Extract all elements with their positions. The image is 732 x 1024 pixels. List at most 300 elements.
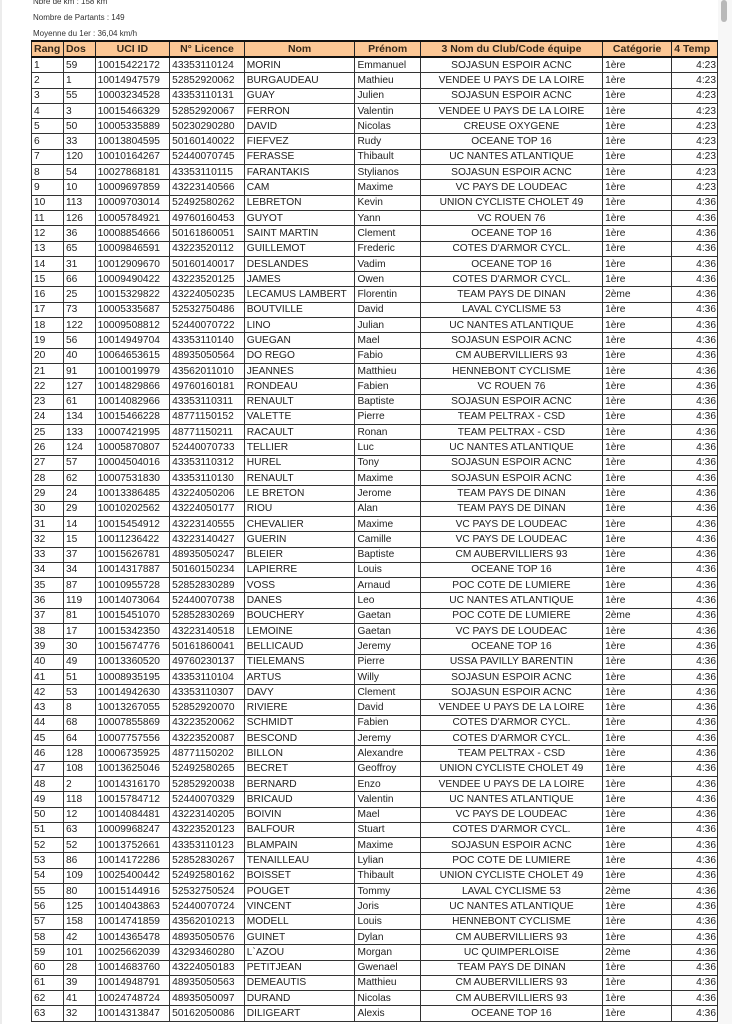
cell-rang: 31 xyxy=(32,516,64,531)
cell-rang: 1 xyxy=(32,57,64,73)
cell-rang: 28 xyxy=(32,471,64,486)
cell-categorie: 1ère xyxy=(603,547,672,562)
cell-rang: 37 xyxy=(32,608,64,623)
cell-licence: 43353110312 xyxy=(170,455,245,470)
cell-categorie: 1ère xyxy=(603,654,672,669)
cell-dos: 3 xyxy=(63,103,95,118)
race-starters: Nombre de Partants : 149 xyxy=(33,13,125,22)
vertical-scrollbar[interactable] xyxy=(718,0,732,1024)
cell-prenom: Thibault xyxy=(355,149,420,164)
cell-categorie: 1ère xyxy=(603,363,672,378)
cell-rang: 61 xyxy=(32,975,64,990)
cell-dos: 128 xyxy=(63,746,95,761)
cell-nom: DILIGEART xyxy=(244,1006,355,1021)
table-row xyxy=(32,333,718,348)
col-header-licence: N° Licence xyxy=(170,41,245,57)
cell-categorie: 2ème xyxy=(603,945,672,960)
cell-rang: 45 xyxy=(32,731,64,746)
table-row xyxy=(32,165,718,180)
cell-categorie: 1ère xyxy=(603,302,672,317)
cell-rang: 30 xyxy=(32,501,64,516)
cell-uci-id: 10014741859 xyxy=(95,914,170,929)
cell-club: VENDEE U PAYS DE LA LOIRE xyxy=(420,776,602,791)
cell-licence: 52492580262 xyxy=(170,195,245,210)
race-distance: Nbre de km : 158 km xyxy=(33,0,108,6)
cell-nom: LEBRETON xyxy=(244,195,355,210)
table-row xyxy=(32,776,718,791)
cell-categorie: 1ère xyxy=(603,425,672,440)
cell-categorie: 1ère xyxy=(603,57,672,73)
cell-club: OCEANE TOP 16 xyxy=(420,134,602,149)
col-header-nom: Nom xyxy=(244,41,355,57)
cell-club: COTES D'ARMOR CYCL. xyxy=(420,241,602,256)
winner-average-speed: Moyenne du 1er : 36,04 km/h xyxy=(33,29,138,38)
cell-licence: 52440070733 xyxy=(170,440,245,455)
cell-nom: LECAMUS LAMBERT xyxy=(244,287,355,302)
cell-rang: 52 xyxy=(32,838,64,853)
cell-categorie: 1ère xyxy=(603,822,672,837)
cell-rang: 2 xyxy=(32,73,64,88)
cell-licence: 50160150234 xyxy=(170,562,245,577)
cell-nom: DAVID xyxy=(244,119,355,134)
cell-rang: 48 xyxy=(32,776,64,791)
cell-categorie: 1ère xyxy=(603,623,672,638)
cell-licence: 43224050235 xyxy=(170,287,245,302)
cell-temps: 4:36 xyxy=(672,914,718,929)
cell-prenom: Gaetan xyxy=(355,623,420,638)
cell-temps: 4:23 xyxy=(672,57,718,73)
cell-prenom: Nicolas xyxy=(355,119,420,134)
cell-licence: 43562010213 xyxy=(170,914,245,929)
cell-licence: 52440070329 xyxy=(170,792,245,807)
cell-club: UC NANTES ATLANTIQUE xyxy=(420,792,602,807)
cell-nom: GUYOT xyxy=(244,210,355,225)
cell-temps: 4:36 xyxy=(672,623,718,638)
cell-categorie: 1ère xyxy=(603,210,672,225)
cell-uci-id: 10013360520 xyxy=(95,654,170,669)
cell-uci-id: 10015451070 xyxy=(95,608,170,623)
cell-prenom: Lylian xyxy=(355,853,420,868)
cell-licence: 48771150211 xyxy=(170,425,245,440)
cell-temps: 4:36 xyxy=(672,348,718,363)
cell-licence: 43293460280 xyxy=(170,945,245,960)
cell-licence: 50230290280 xyxy=(170,119,245,134)
cell-rang: 27 xyxy=(32,455,64,470)
cell-club: OCEANE TOP 16 xyxy=(420,226,602,241)
table-row xyxy=(32,960,718,975)
table-row xyxy=(32,532,718,547)
cell-licence: 43223520062 xyxy=(170,715,245,730)
cell-licence: 43353110123 xyxy=(170,838,245,853)
cell-club: UNION CYCLISTE CHOLET 49 xyxy=(420,195,602,210)
cell-nom: PETITJEAN xyxy=(244,960,355,975)
table-row xyxy=(32,119,718,134)
cell-licence: 43223140555 xyxy=(170,516,245,531)
cell-rang: 20 xyxy=(32,348,64,363)
cell-temps: 4:36 xyxy=(672,700,718,715)
cell-categorie: 1ère xyxy=(603,486,672,501)
cell-dos: 64 xyxy=(63,731,95,746)
cell-categorie: 1ère xyxy=(603,149,672,164)
cell-prenom: Joris xyxy=(355,899,420,914)
cell-club: TEAM PAYS DE DINAN xyxy=(420,486,602,501)
cell-prenom: Mathieu xyxy=(355,73,420,88)
table-row xyxy=(32,593,718,608)
cell-rang: 41 xyxy=(32,669,64,684)
cell-nom: SAINT MARTIN xyxy=(244,226,355,241)
cell-temps: 4:23 xyxy=(672,88,718,103)
cell-dos: 30 xyxy=(63,639,95,654)
cell-nom: TELLIER xyxy=(244,440,355,455)
cell-nom: BLAMPAIN xyxy=(244,838,355,853)
cell-temps: 4:36 xyxy=(672,425,718,440)
cell-temps: 4:36 xyxy=(672,486,718,501)
cell-rang: 40 xyxy=(32,654,64,669)
cell-categorie: 1ère xyxy=(603,1006,672,1021)
cell-temps: 4:36 xyxy=(672,318,718,333)
cell-dos: 41 xyxy=(63,991,95,1006)
cell-uci-id: 10007531830 xyxy=(95,471,170,486)
cell-uci-id: 10064653615 xyxy=(95,348,170,363)
cell-club: VC PAYS DE LOUDEAC xyxy=(420,180,602,195)
cell-prenom: Maxime xyxy=(355,471,420,486)
cell-dos: 134 xyxy=(63,409,95,424)
cell-categorie: 1ère xyxy=(603,409,672,424)
cell-prenom: Arnaud xyxy=(355,578,420,593)
cell-nom: GUINET xyxy=(244,929,355,944)
cell-prenom: Vadim xyxy=(355,256,420,271)
cell-licence: 43353110115 xyxy=(170,165,245,180)
cell-dos: 31 xyxy=(63,256,95,271)
cell-prenom: Dylan xyxy=(355,929,420,944)
cell-licence: 43223140518 xyxy=(170,623,245,638)
cell-licence: 49760160453 xyxy=(170,210,245,225)
cell-categorie: 1ère xyxy=(603,333,672,348)
cell-uci-id: 10013386485 xyxy=(95,486,170,501)
cell-categorie: 1ère xyxy=(603,455,672,470)
cell-dos: 55 xyxy=(63,88,95,103)
cell-licence: 43223520123 xyxy=(170,822,245,837)
col-header-prenom: Prénom xyxy=(355,41,420,57)
cell-licence: 43224050206 xyxy=(170,486,245,501)
cell-club: OCEANE TOP 16 xyxy=(420,562,602,577)
cell-dos: 63 xyxy=(63,822,95,837)
cell-dos: 36 xyxy=(63,226,95,241)
cell-licence: 52852830267 xyxy=(170,853,245,868)
cell-club: TEAM PAYS DE DINAN xyxy=(420,501,602,516)
cell-uci-id: 10013804595 xyxy=(95,134,170,149)
cell-categorie: 1ère xyxy=(603,807,672,822)
cell-nom: VOSS xyxy=(244,578,355,593)
table-row xyxy=(32,1006,718,1021)
cell-prenom: Fabien xyxy=(355,715,420,730)
cell-nom: TENAILLEAU xyxy=(244,853,355,868)
cell-nom: POUGET xyxy=(244,884,355,899)
cell-temps: 4:36 xyxy=(672,807,718,822)
cell-dos: 52 xyxy=(63,838,95,853)
cell-licence: 49760230137 xyxy=(170,654,245,669)
cell-uci-id: 10003234528 xyxy=(95,88,170,103)
cell-nom: SCHMIDT xyxy=(244,715,355,730)
cell-nom: BECRET xyxy=(244,761,355,776)
cell-dos: 119 xyxy=(63,593,95,608)
cell-nom: JAMES xyxy=(244,272,355,287)
cell-licence: 48771150152 xyxy=(170,409,245,424)
table-row xyxy=(32,287,718,302)
cell-dos: 73 xyxy=(63,302,95,317)
table-body xyxy=(32,57,718,1021)
cell-dos: 124 xyxy=(63,440,95,455)
cell-temps: 4:36 xyxy=(672,761,718,776)
cell-uci-id: 10008935195 xyxy=(95,669,170,684)
cell-rang: 50 xyxy=(32,807,64,822)
cell-uci-id: 10010019979 xyxy=(95,363,170,378)
cell-temps: 4:36 xyxy=(672,256,718,271)
cell-licence: 48935050564 xyxy=(170,348,245,363)
cell-rang: 62 xyxy=(32,991,64,1006)
cell-dos: 59 xyxy=(63,57,95,73)
cell-prenom: Stylianos xyxy=(355,165,420,180)
table-row xyxy=(32,134,718,149)
cell-prenom: Julian xyxy=(355,318,420,333)
cell-prenom: David xyxy=(355,700,420,715)
cell-temps: 4:36 xyxy=(672,593,718,608)
cell-categorie: 1ère xyxy=(603,516,672,531)
cell-dos: 87 xyxy=(63,578,95,593)
cell-categorie: 1ère xyxy=(603,532,672,547)
cell-dos: 12 xyxy=(63,807,95,822)
cell-nom: BILLON xyxy=(244,746,355,761)
cell-club: VENDEE U PAYS DE LA LOIRE xyxy=(420,103,602,118)
cell-prenom: Maxime xyxy=(355,180,420,195)
table-row xyxy=(32,256,718,271)
cell-dos: 33 xyxy=(63,134,95,149)
cell-rang: 51 xyxy=(32,822,64,837)
cell-prenom: Mael xyxy=(355,333,420,348)
table-row xyxy=(32,914,718,929)
table-row xyxy=(32,654,718,669)
cell-nom: BESCOND xyxy=(244,731,355,746)
cell-prenom: Nicolas xyxy=(355,991,420,1006)
cell-prenom: Julien xyxy=(355,88,420,103)
cell-club: CM AUBERVILLIERS 93 xyxy=(420,991,602,1006)
cell-licence: 43353110140 xyxy=(170,333,245,348)
cell-uci-id: 10014313847 xyxy=(95,1006,170,1021)
cell-uci-id: 10005335687 xyxy=(95,302,170,317)
cell-nom: RONDEAU xyxy=(244,379,355,394)
cell-temps: 4:36 xyxy=(672,853,718,868)
cell-nom: GUILLEMOT xyxy=(244,241,355,256)
cell-licence: 43223140427 xyxy=(170,532,245,547)
cell-uci-id: 10010164267 xyxy=(95,149,170,164)
cell-uci-id: 10005870807 xyxy=(95,440,170,455)
cell-nom: BALFOUR xyxy=(244,822,355,837)
cell-nom: BOISSET xyxy=(244,868,355,883)
cell-rang: 57 xyxy=(32,914,64,929)
cell-prenom: Pierre xyxy=(355,654,420,669)
cell-uci-id: 10014082966 xyxy=(95,394,170,409)
cell-uci-id: 10014043863 xyxy=(95,899,170,914)
cell-club: CM AUBERVILLIERS 93 xyxy=(420,975,602,990)
cell-dos: 68 xyxy=(63,715,95,730)
cell-rang: 5 xyxy=(32,119,64,134)
cell-nom: DO REGO xyxy=(244,348,355,363)
cell-temps: 4:36 xyxy=(672,1006,718,1021)
cell-licence: 43223140205 xyxy=(170,807,245,822)
cell-rang: 8 xyxy=(32,165,64,180)
cell-nom: BOUTVILLE xyxy=(244,302,355,317)
cell-rang: 34 xyxy=(32,562,64,577)
cell-temps: 4:36 xyxy=(672,945,718,960)
cell-nom: L`AZOU xyxy=(244,945,355,960)
cell-licence: 52492580265 xyxy=(170,761,245,776)
cell-uci-id: 10015466228 xyxy=(95,409,170,424)
cell-licence: 43223520125 xyxy=(170,272,245,287)
cell-club: TEAM PELTRAX - CSD xyxy=(420,425,602,440)
cell-uci-id: 10027868181 xyxy=(95,165,170,180)
cell-temps: 4:36 xyxy=(672,792,718,807)
cell-temps: 4:36 xyxy=(672,669,718,684)
cell-nom: JEANNES xyxy=(244,363,355,378)
table-row xyxy=(32,272,718,287)
cell-uci-id: 10008854666 xyxy=(95,226,170,241)
cell-uci-id: 10009846591 xyxy=(95,241,170,256)
cell-categorie: 1ère xyxy=(603,578,672,593)
cell-rang: 16 xyxy=(32,287,64,302)
table-row xyxy=(32,547,718,562)
cell-licence: 43223520112 xyxy=(170,241,245,256)
cell-categorie: 1ère xyxy=(603,975,672,990)
cell-temps: 4:36 xyxy=(672,899,718,914)
cell-temps: 4:23 xyxy=(672,180,718,195)
cell-rang: 43 xyxy=(32,700,64,715)
cell-prenom: Gwenael xyxy=(355,960,420,975)
cell-dos: 65 xyxy=(63,241,95,256)
cell-club: VENDEE U PAYS DE LA LOIRE xyxy=(420,73,602,88)
cell-prenom: Tony xyxy=(355,455,420,470)
cell-prenom: Tommy xyxy=(355,884,420,899)
cell-club: LAVAL CYCLISME 53 xyxy=(420,302,602,317)
cell-club: SOJASUN ESPOIR ACNC xyxy=(420,685,602,700)
cell-categorie: 1ère xyxy=(603,256,672,271)
cell-temps: 4:23 xyxy=(672,73,718,88)
cell-club: TEAM PELTRAX - CSD xyxy=(420,746,602,761)
cell-club: UC QUIMPERLOISE xyxy=(420,945,602,960)
cell-dos: 101 xyxy=(63,945,95,960)
cell-temps: 4:36 xyxy=(672,884,718,899)
table-row xyxy=(32,103,718,118)
cell-dos: 113 xyxy=(63,195,95,210)
cell-licence: 43353110311 xyxy=(170,394,245,409)
cell-categorie: 1ère xyxy=(603,73,672,88)
cell-nom: DANES xyxy=(244,593,355,608)
cell-rang: 63 xyxy=(32,1006,64,1021)
cell-club: SOJASUN ESPOIR ACNC xyxy=(420,333,602,348)
cell-rang: 17 xyxy=(32,302,64,317)
cell-temps: 4:36 xyxy=(672,838,718,853)
cell-dos: 118 xyxy=(63,792,95,807)
col-header-club: 3 Nom du Club/Code équipe xyxy=(420,41,602,57)
cell-uci-id: 10015454912 xyxy=(95,516,170,531)
cell-nom: BOUCHERY xyxy=(244,608,355,623)
cell-temps: 4:36 xyxy=(672,715,718,730)
cell-prenom: Maxime xyxy=(355,838,420,853)
cell-rang: 23 xyxy=(32,394,64,409)
cell-rang: 44 xyxy=(32,715,64,730)
cell-uci-id: 10014316170 xyxy=(95,776,170,791)
cell-uci-id: 10015784712 xyxy=(95,792,170,807)
table-row xyxy=(32,195,718,210)
cell-licence: 52852920067 xyxy=(170,103,245,118)
cell-temps: 4:36 xyxy=(672,578,718,593)
cell-dos: 1 xyxy=(63,73,95,88)
cell-rang: 26 xyxy=(32,440,64,455)
cell-temps: 4:36 xyxy=(672,731,718,746)
cell-licence: 43353110130 xyxy=(170,471,245,486)
cell-prenom: Valentin xyxy=(355,103,420,118)
cell-dos: 15 xyxy=(63,532,95,547)
cell-temps: 4:36 xyxy=(672,746,718,761)
table-row xyxy=(32,731,718,746)
cell-uci-id: 10005335889 xyxy=(95,119,170,134)
cell-club: OCEANE TOP 16 xyxy=(420,639,602,654)
cell-temps: 4:36 xyxy=(672,639,718,654)
cell-nom: BRICAUD xyxy=(244,792,355,807)
cell-licence: 43224050183 xyxy=(170,960,245,975)
cell-club: HENNEBONT CYCLISME xyxy=(420,914,602,929)
cell-dos: 56 xyxy=(63,333,95,348)
cell-rang: 22 xyxy=(32,379,64,394)
cell-rang: 58 xyxy=(32,929,64,944)
table-row xyxy=(32,57,718,73)
cell-club: LAVAL CYCLISME 53 xyxy=(420,884,602,899)
cell-rang: 59 xyxy=(32,945,64,960)
cell-categorie: 1ère xyxy=(603,792,672,807)
cell-categorie: 1ère xyxy=(603,639,672,654)
cell-uci-id: 10015466329 xyxy=(95,103,170,118)
cell-prenom: Louis xyxy=(355,562,420,577)
table-row xyxy=(32,226,718,241)
cell-club: USSA PAVILLY BARENTIN xyxy=(420,654,602,669)
cell-categorie: 1ère xyxy=(603,195,672,210)
cell-categorie: 1ère xyxy=(603,700,672,715)
cell-prenom: Matthieu xyxy=(355,975,420,990)
cell-temps: 4:36 xyxy=(672,195,718,210)
cell-licence: 48935050576 xyxy=(170,929,245,944)
cell-club: UNION CYCLISTE CHOLET 49 xyxy=(420,761,602,776)
table-row xyxy=(32,486,718,501)
cell-licence: 43223520087 xyxy=(170,731,245,746)
cell-categorie: 1ère xyxy=(603,761,672,776)
cell-uci-id: 10014073064 xyxy=(95,593,170,608)
table-row xyxy=(32,318,718,333)
cell-temps: 4:36 xyxy=(672,776,718,791)
cell-categorie: 1ère xyxy=(603,180,672,195)
table-row xyxy=(32,501,718,516)
cell-licence: 52852920070 xyxy=(170,700,245,715)
cell-categorie: 1ère xyxy=(603,776,672,791)
table-row xyxy=(32,975,718,990)
cell-club: TEAM PAYS DE DINAN xyxy=(420,960,602,975)
cell-club: OCEANE TOP 16 xyxy=(420,256,602,271)
cell-dos: 133 xyxy=(63,425,95,440)
cell-club: VC ROUEN 76 xyxy=(420,379,602,394)
cell-prenom: Camille xyxy=(355,532,420,547)
col-header-uci-id: UCI ID xyxy=(95,41,170,57)
table-row xyxy=(32,210,718,225)
scrollbar-thumb[interactable] xyxy=(721,0,727,22)
cell-rang: 29 xyxy=(32,486,64,501)
